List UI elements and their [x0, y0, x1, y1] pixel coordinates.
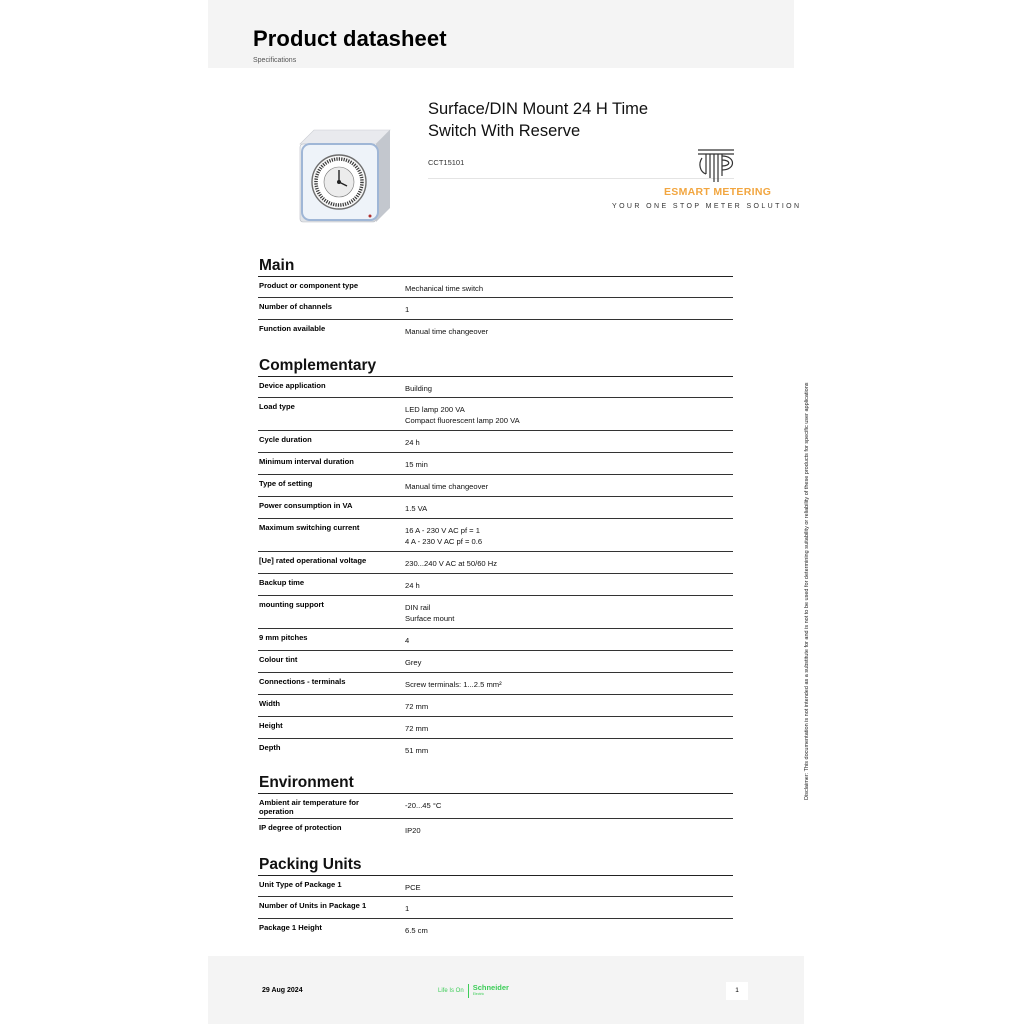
spec-row — [258, 377, 733, 398]
spec-row — [258, 629, 733, 651]
spec-value-line: Manual time changeover — [405, 327, 489, 336]
spec-value — [405, 326, 488, 337]
spec-label: Backup time — [259, 578, 305, 587]
spec-value — [405, 580, 420, 591]
spec-value-line: 230...240 V AC at 50/60 Hz — [405, 559, 498, 568]
spec-value — [405, 882, 421, 893]
spec-label: Depth — [259, 743, 281, 752]
spec-label: Load type — [259, 402, 295, 411]
spec-value-line: 6.5 cm — [405, 926, 428, 935]
side-disclaimer: Disclaimer: This documentation is not intended as a substitute for and is not to be used for determining suitability or reliability of these products for specific user applications — [804, 382, 810, 800]
spec-row — [258, 431, 733, 453]
spec-value-line: -20...45 °C — [405, 801, 442, 810]
spec-value-line: 24 h — [405, 581, 420, 590]
spec-value-line: 24 h — [405, 438, 420, 447]
spec-value-line: Surface mount — [405, 614, 455, 623]
spec-value — [405, 437, 420, 448]
spec-label: Cycle duration — [259, 435, 312, 444]
spec-value — [405, 825, 421, 836]
spec-row — [258, 453, 733, 475]
spec-value-line: Grey — [405, 658, 422, 667]
spec-value — [405, 903, 409, 914]
spec-label: [Ue] rated operational voltage — [259, 556, 367, 565]
spec-value-line: Compact fluorescent lamp 200 VA — [405, 416, 520, 425]
spec-value-line: PCE — [405, 883, 421, 892]
spec-value-line: Mechanical time switch — [405, 284, 484, 293]
spec-row — [258, 320, 733, 342]
section-heading: Packing Units — [259, 856, 362, 873]
spec-value-line: 15 min — [405, 460, 428, 469]
life-is-on-text: Life Is On — [438, 988, 464, 994]
spec-label: Ambient air temperature for operation — [259, 798, 360, 816]
product-title-line1: Surface/DIN Mount 24 H Time — [428, 100, 649, 118]
spec-row — [258, 794, 733, 819]
spec-label: Unit Type of Package 1 — [259, 880, 342, 889]
spec-value-line: 4 — [405, 636, 410, 645]
spec-value — [405, 383, 432, 394]
spec-label: Package 1 Height — [259, 923, 322, 932]
spec-row — [258, 717, 733, 739]
spec-label: Maximum switching current — [259, 523, 360, 532]
spec-value — [405, 745, 428, 756]
spec-label: 9 mm pitches — [259, 633, 308, 642]
schneider-brand-sub: Electric — [472, 992, 485, 996]
spec-value — [405, 635, 409, 646]
spec-value-line: 4 A - 230 V AC pf = 0.6 — [405, 537, 483, 546]
spec-value — [405, 558, 497, 569]
product-title-line2: Switch With Reserve — [428, 122, 581, 140]
schneider-wordmark — [473, 985, 509, 997]
spec-label: Height — [259, 721, 283, 730]
logo-divider — [468, 984, 469, 998]
spec-value — [405, 679, 502, 690]
spec-label: Power consumption in VA — [259, 501, 353, 510]
spec-row — [258, 876, 733, 897]
spec-row — [258, 819, 733, 841]
spec-label: Minimum interval duration — [259, 457, 354, 466]
spec-label: Device application — [259, 381, 326, 390]
spec-value — [405, 925, 428, 936]
spec-label: Connections - terminals — [259, 677, 346, 686]
spec-row — [258, 651, 733, 673]
page-number: 1 — [726, 982, 748, 1000]
spec-value-line: LED lamp 200 VA — [405, 405, 465, 414]
spec-row — [258, 919, 733, 941]
spec-value-line: 1.5 VA — [405, 504, 428, 513]
spec-value-line: 72 mm — [405, 724, 429, 733]
spec-label: Colour tint — [259, 655, 298, 664]
section-heading: Environment — [259, 774, 354, 791]
esmart-logo-icon — [692, 144, 740, 186]
spec-row — [258, 298, 733, 320]
spec-row — [258, 475, 733, 497]
section-heading: Main — [259, 257, 295, 274]
spec-value — [405, 657, 421, 668]
spec-row — [258, 552, 733, 574]
spec-row — [258, 574, 733, 596]
spec-label: IP degree of protection — [259, 823, 342, 832]
spec-value — [405, 525, 482, 547]
page-subtitle: Specifications — [253, 57, 297, 64]
section-heading: Complementary — [259, 357, 377, 374]
spec-value-line: Manual time changeover — [405, 482, 489, 491]
spec-label: Number of Units in Package 1 — [259, 901, 367, 910]
spec-row — [258, 596, 733, 629]
spec-label: mounting support — [259, 600, 324, 609]
spec-value-line: 1 — [405, 305, 410, 314]
spec-row — [258, 739, 733, 761]
spec-label: Type of setting — [259, 479, 313, 488]
spec-value — [405, 602, 454, 624]
spec-row — [258, 277, 733, 298]
spec-row — [258, 673, 733, 695]
watermark-tagline: YOUR ONE STOP METER SOLUTION — [612, 203, 802, 210]
spec-value-line: 16 A - 230 V AC pf = 1 — [405, 526, 480, 535]
spec-row — [258, 897, 733, 919]
page-title: Product datasheet — [253, 26, 447, 51]
spec-value — [405, 503, 427, 514]
spec-value-line: 72 mm — [405, 702, 429, 711]
product-image — [294, 122, 394, 224]
spec-value — [405, 304, 409, 315]
spec-row — [258, 497, 733, 519]
spec-label: Number of channels — [259, 302, 332, 311]
spec-value-line: Building — [405, 384, 433, 393]
spec-value — [405, 459, 428, 470]
schneider-brand: Schneider — [472, 983, 509, 992]
product-reference: CCT15101 — [428, 158, 465, 167]
spec-row — [258, 695, 733, 717]
spec-value-line: DIN rail — [405, 603, 431, 612]
spec-value-line: 51 mm — [405, 746, 429, 755]
spec-row — [258, 519, 733, 552]
spec-value — [405, 701, 428, 712]
spec-label: Function available — [259, 324, 326, 333]
spec-label: Width — [259, 699, 281, 708]
product-title — [428, 98, 728, 142]
spec-row — [258, 398, 733, 431]
spec-value-line: Screw terminals: 1...2.5 mm² — [405, 680, 502, 689]
product-divider — [428, 178, 734, 179]
footer-date: 29 Aug 2024 — [262, 987, 303, 994]
spec-value — [405, 723, 428, 734]
spec-value — [405, 404, 520, 426]
spec-value — [405, 481, 488, 492]
spec-value — [405, 800, 441, 811]
spec-value-line: IP20 — [405, 826, 421, 835]
spec-value-line: 1 — [405, 904, 410, 913]
schneider-logo — [438, 984, 509, 998]
spec-label: Product or component type — [259, 281, 359, 290]
spec-value — [405, 283, 483, 294]
watermark-brand: ESMART METERING — [664, 186, 772, 198]
